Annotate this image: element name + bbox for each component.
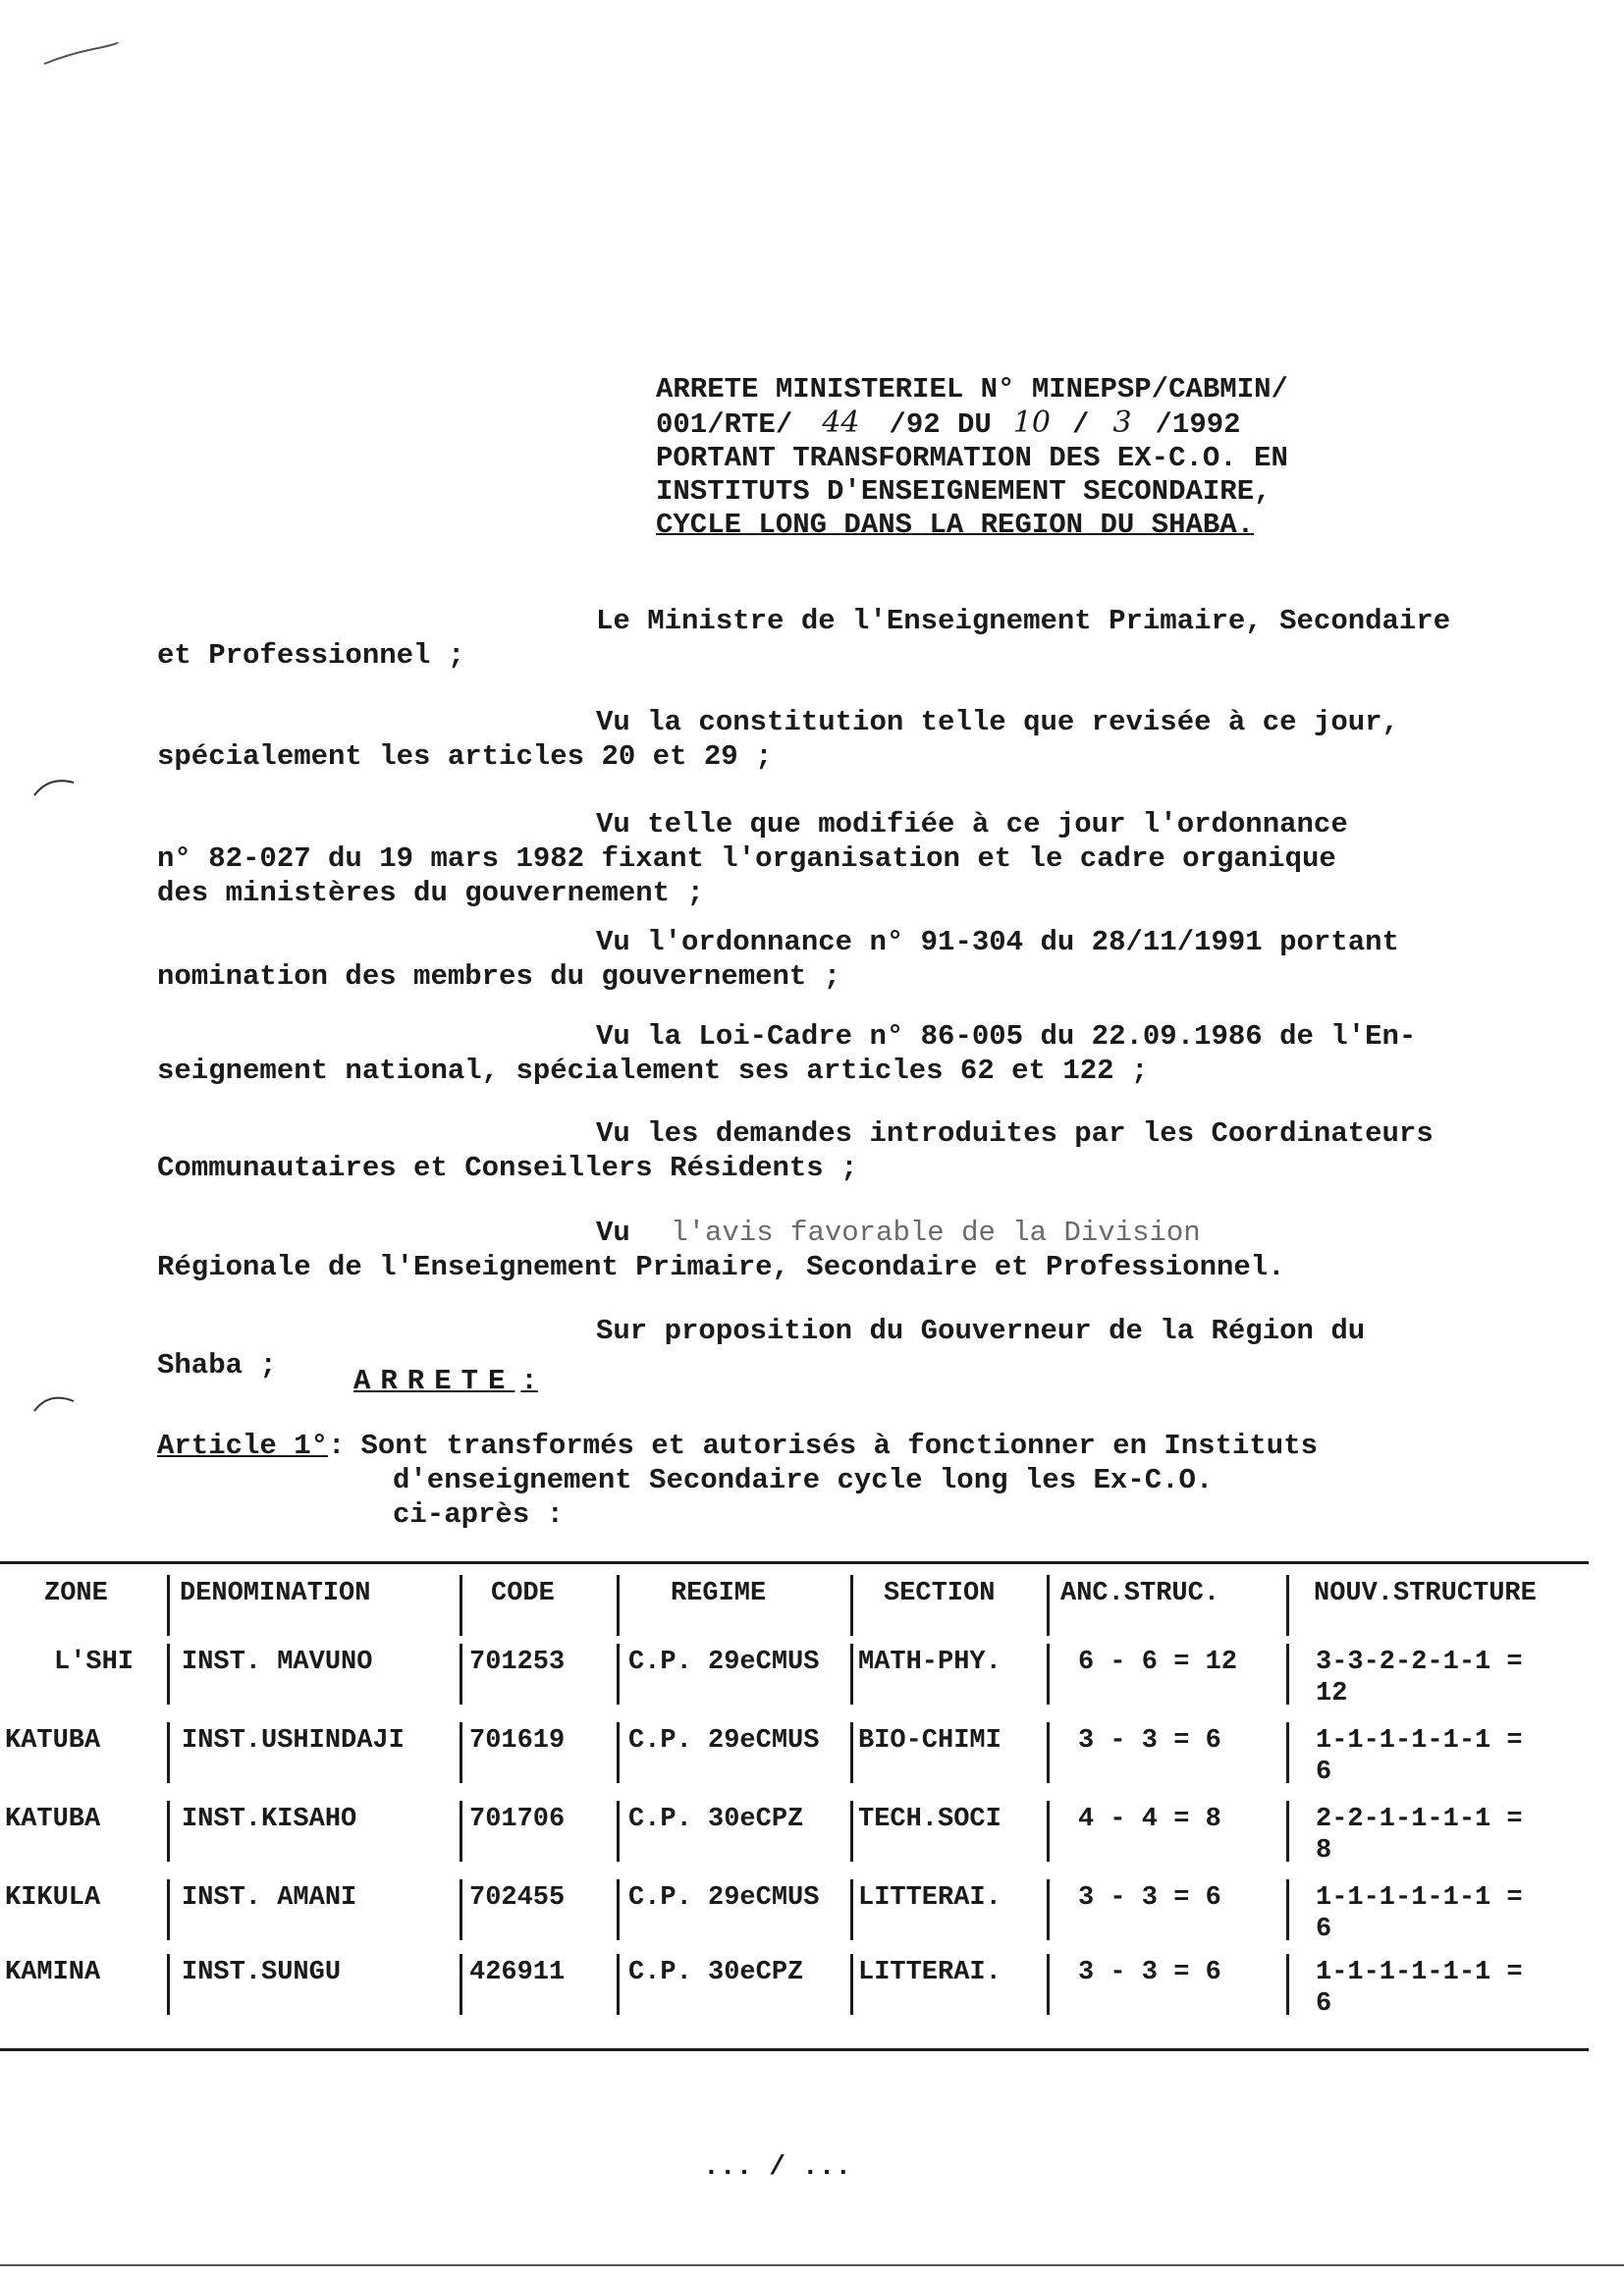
column-separator: [1286, 1879, 1289, 1940]
column-separator: [167, 1575, 170, 1636]
table-header-row: [0, 1579, 1589, 1628]
table-cell: 6: [1316, 1989, 1332, 2019]
column-separator: [850, 1644, 853, 1705]
table-cell: C.P. 29eCMUS: [628, 1726, 820, 1756]
table-cell: L'SHI: [54, 1648, 135, 1677]
table-cell: 426911: [469, 1958, 566, 1987]
table-cell: INST. AMANI: [182, 1883, 357, 1913]
table-cell: C.P. 30eCPZ: [628, 1958, 804, 1987]
column-separator: [167, 1879, 170, 1940]
table-cell: BIO-CHIMI: [858, 1726, 1001, 1756]
table-cell: INST.SUNGU: [182, 1958, 342, 1987]
column-separator: [617, 1954, 620, 2015]
table-cell: C.P. 29eCMUS: [628, 1648, 820, 1677]
table-cell: KATUBA: [5, 1726, 101, 1756]
table-cell: MATH-PHY.: [858, 1648, 1001, 1677]
column-separator: [460, 1644, 462, 1705]
column-separator: [460, 1954, 462, 2015]
preamble-paragraph: Vu l'ordonnance n° 91-304 du 28/11/1991 portant nomination des membres du gouvernement ;: [157, 926, 1399, 993]
column-separator: [850, 1801, 853, 1862]
col-header-nouv-structure: NOUV.STRUCTURE: [1314, 1579, 1537, 1608]
table-cell: 6: [1316, 1915, 1332, 1944]
arrete-heading: ARRETE :: [353, 1365, 538, 1397]
table-cell: 1-1-1-1-1-1 =: [1316, 1726, 1523, 1756]
column-separator: [1286, 1801, 1289, 1862]
table-top-rule: [0, 1561, 1589, 1564]
table-cell: 701706: [469, 1805, 566, 1834]
table-cell: INST.KISAHO: [182, 1805, 357, 1834]
hole-punch-mark-1: [29, 771, 79, 800]
col-header-regime: REGIME: [671, 1579, 767, 1608]
col-header-anc-struc: ANC.STRUC.: [1060, 1579, 1220, 1608]
table-cell: 1-1-1-1-1-1 =: [1316, 1958, 1523, 1987]
table-row: [0, 1648, 1589, 1708]
table-bottom-rule: [0, 2048, 1589, 2051]
table-cell: 6 - 6 = 12: [1078, 1648, 1238, 1677]
column-separator: [1047, 1879, 1050, 1940]
column-separator: [617, 1879, 620, 1940]
handwritten-number: 44: [822, 406, 860, 440]
table-cell: 3 - 3 = 6: [1078, 1958, 1221, 1987]
decree-header: [656, 373, 1432, 542]
table-cell: LITTERAI.: [858, 1883, 1001, 1913]
header-line-2: 001/RTE/ 44 /92 DU 10 / 3 /1992: [656, 406, 1241, 441]
column-separator: [167, 1722, 170, 1783]
column-separator: [460, 1722, 462, 1783]
table-cell: KIKULA: [5, 1883, 101, 1913]
col-header-section: SECTION: [884, 1579, 996, 1608]
table-cell: KATUBA: [5, 1805, 101, 1834]
table-cell: 701253: [469, 1648, 566, 1677]
table-cell: 701619: [469, 1726, 566, 1756]
preamble-paragraph: Vu l'avis favorable de la Division Régionale de l'Enseignement Primaire, Secondaire et Professionnel.: [157, 1217, 1285, 1283]
table-cell: INST.USHINDAJI: [182, 1726, 405, 1756]
column-separator: [617, 1801, 620, 1862]
column-separator: [617, 1575, 620, 1636]
table-cell: 702455: [469, 1883, 566, 1913]
column-separator: [1286, 1722, 1289, 1783]
column-separator: [850, 1954, 853, 2015]
col-header-denomination: DENOMINATION: [180, 1579, 371, 1608]
table-row: [0, 1726, 1589, 1787]
table-cell: 6: [1316, 1758, 1332, 1787]
column-separator: [1047, 1575, 1050, 1636]
column-separator: [167, 1954, 170, 2015]
table-cell: 4 - 4 = 8: [1078, 1805, 1221, 1834]
column-separator: [1286, 1575, 1289, 1636]
page-bottom-edge: [0, 2264, 1624, 2266]
table-row: [0, 1958, 1589, 2019]
table-cell: KAMINA: [5, 1958, 101, 1987]
column-separator: [460, 1879, 462, 1940]
column-separator: [167, 1801, 170, 1862]
table-cell: 2-2-1-1-1-1 =: [1316, 1805, 1523, 1834]
pen-mark-top: [39, 25, 128, 74]
table-cell: 3 - 3 = 6: [1078, 1883, 1221, 1913]
header-line-5: CYCLE LONG DANS LA REGION DU SHABA.: [656, 509, 1255, 541]
table-row: [0, 1883, 1589, 1944]
column-separator: [460, 1801, 462, 1862]
table-cell: LITTERAI.: [858, 1958, 1001, 1987]
column-separator: [850, 1722, 853, 1783]
table-cell: 3-3-2-2-1-1 =: [1316, 1648, 1523, 1677]
table-cell: 8: [1316, 1836, 1332, 1866]
column-separator: [850, 1575, 853, 1636]
column-separator: [1047, 1644, 1050, 1705]
column-separator: [617, 1644, 620, 1705]
continuation-marker: ... / ...: [703, 2152, 852, 2183]
col-header-zone: ZONE: [44, 1579, 108, 1608]
preamble-paragraph: Le Ministre de l'Enseignement Primaire, Secondaire et Professionnel ;: [157, 605, 1451, 672]
preamble-paragraph: Vu telle que modifiée à ce jour l'ordonnance n° 82-027 du 19 mars 1982 fixant l'organisation et le cadre organique des ministères du gouvernement ;: [157, 808, 1348, 909]
header-line-1: ARRETE MINISTERIEL N° MINEPSP/CABMIN/: [656, 373, 1288, 406]
column-separator: [1047, 1722, 1050, 1783]
table-cell: 3 - 3 = 6: [1078, 1726, 1221, 1756]
column-separator: [1047, 1801, 1050, 1862]
table-cell: C.P. 30eCPZ: [628, 1805, 804, 1834]
table-cell: TECH.SOCI: [858, 1805, 1001, 1834]
table-cell: INST. MAVUNO: [182, 1648, 373, 1677]
header-line-4: INSTITUTS D'ENSEIGNEMENT SECONDAIRE,: [656, 475, 1272, 508]
article-label: Article 1°: [157, 1430, 329, 1462]
column-separator: [617, 1722, 620, 1783]
faint-inserted-text: l'avis favorable de la Division: [671, 1217, 1201, 1249]
article-1: Article 1°: Sont transformés et autorisés à fonctionner en Instituts d'enseignement Secondaire cycle long les Ex-C.O. ci-après :: [157, 1430, 1318, 1531]
preamble-paragraph: Sur proposition du Gouverneur de la Région du Shaba ;: [157, 1315, 1366, 1382]
col-header-code: CODE: [491, 1579, 555, 1608]
column-separator: [1286, 1644, 1289, 1705]
preamble-paragraph: Vu la constitution telle que revisée à ce jour, spécialement les articles 20 et 29 ;: [157, 706, 1399, 773]
column-separator: [1047, 1954, 1050, 2015]
column-separator: [460, 1575, 462, 1636]
preamble-paragraph: Vu la Loi-Cadre n° 86-005 du 22.09.1986 de l'En- seignement national, spécialement ses articles 62 et 122 ;: [157, 1020, 1417, 1087]
table-row: [0, 1805, 1589, 1866]
handwritten-day: 10: [1012, 406, 1052, 440]
table-cell: C.P. 29eCMUS: [628, 1883, 820, 1913]
hole-punch-mark-2: [29, 1386, 79, 1416]
column-separator: [850, 1879, 853, 1940]
header-line-3: PORTANT TRANSFORMATION DES EX-C.O. EN: [656, 442, 1288, 474]
table-cell: 1-1-1-1-1-1 =: [1316, 1883, 1523, 1913]
handwritten-month: 3: [1112, 406, 1132, 440]
column-separator: [167, 1644, 170, 1705]
column-separator: [1286, 1954, 1289, 2015]
table-cell: 12: [1316, 1679, 1348, 1708]
preamble-paragraph: Vu les demandes introduites par les Coordinateurs Communautaires et Conseillers Résidents ;: [157, 1117, 1434, 1184]
